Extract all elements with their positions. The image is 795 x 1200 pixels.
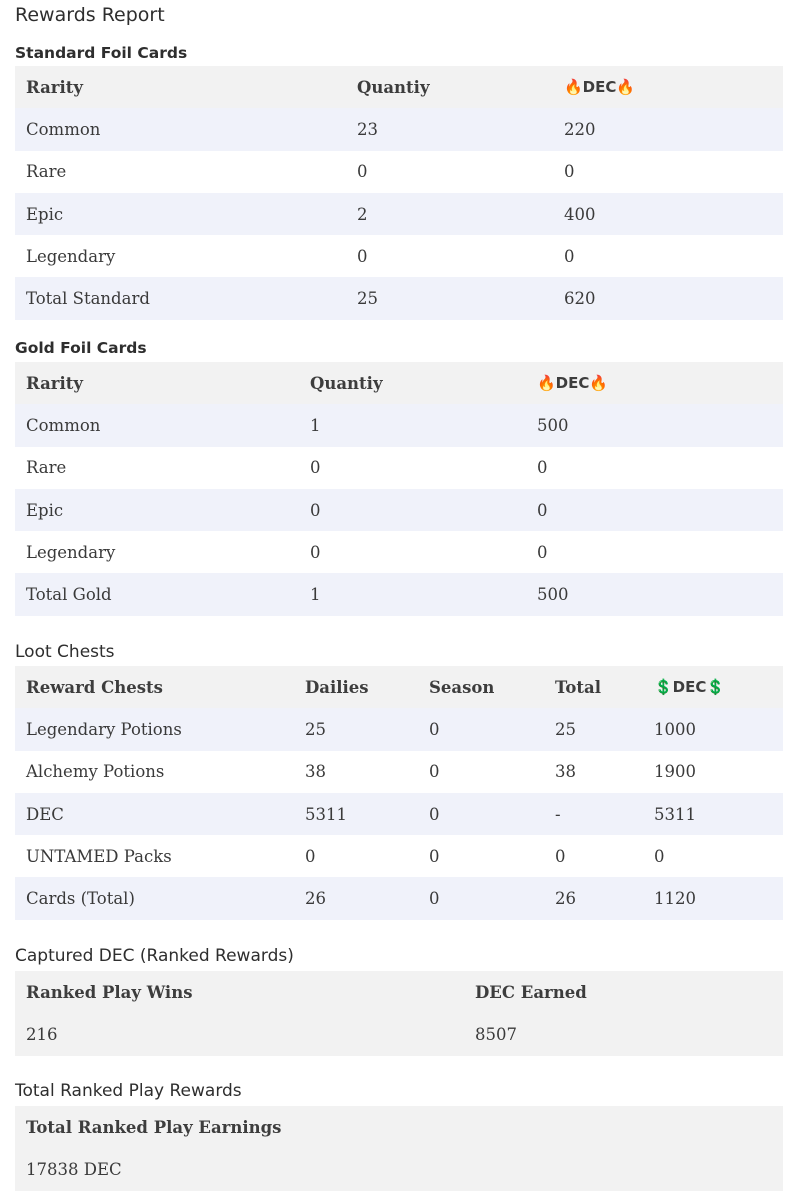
table-cell: Rare [26, 162, 67, 182]
column-header: Reward Chests [26, 677, 163, 697]
table-cell: Epic [26, 204, 64, 224]
table-cell: 0 [564, 246, 575, 266]
table-row [15, 404, 783, 446]
table-row [15, 877, 783, 919]
table-cell: 25 [555, 719, 576, 739]
table-cell: 0 [429, 719, 440, 739]
captured-dec-heading: Captured DEC (Ranked Rewards) [15, 946, 294, 966]
table-cell: 0 [429, 846, 440, 866]
table-row [15, 835, 783, 877]
table-row [15, 489, 783, 531]
table-cell: - [555, 804, 561, 824]
table-row [15, 708, 783, 750]
standard-foil-heading: Standard Foil Cards [15, 44, 188, 62]
column-header: Total Ranked Play Earnings [26, 1117, 282, 1137]
table-row [15, 108, 783, 150]
table-cell: 1120 [654, 889, 696, 909]
table-cell: 17838 DEC [26, 1159, 122, 1179]
column-header: Total [555, 677, 601, 697]
column-header: 💲DEC💲 [654, 678, 726, 697]
table-cell: 0 [310, 458, 321, 478]
table-cell: 25 [357, 289, 378, 309]
gold-foil-table [15, 362, 783, 616]
table-cell: Total Standard [26, 289, 150, 309]
table-cell: 0 [537, 542, 548, 562]
table-row [15, 447, 783, 489]
column-header: Rarity [26, 77, 83, 97]
table-cell: 0 [357, 162, 368, 182]
page-title: Rewards Report [15, 4, 165, 26]
table-cell: Legendary [26, 542, 116, 562]
table-header-row [15, 971, 783, 1013]
table-cell: 1900 [654, 762, 696, 782]
table-row [15, 751, 783, 793]
table-row [15, 277, 783, 319]
table-cell: 26 [555, 889, 576, 909]
captured-dec-table [15, 971, 783, 1056]
table-cell: 0 [305, 846, 316, 866]
table-header-row [15, 66, 783, 108]
table-row [15, 193, 783, 235]
column-header: Season [429, 677, 495, 697]
table-row [15, 573, 783, 615]
table-cell: Common [26, 119, 101, 139]
total-ranked-table [15, 1106, 783, 1191]
table-cell: 0 [537, 458, 548, 478]
table-cell: DEC [26, 804, 64, 824]
table-cell: 1000 [654, 719, 696, 739]
table-cell: 0 [564, 162, 575, 182]
table-cell: 38 [305, 762, 326, 782]
table-cell: 1 [310, 585, 321, 605]
table-cell: 23 [357, 119, 378, 139]
table-cell: 0 [654, 846, 665, 866]
table-cell: Total Gold [26, 585, 112, 605]
table-cell: 500 [537, 415, 569, 435]
table-cell: 0 [555, 846, 566, 866]
column-header: Dailies [305, 677, 369, 697]
column-header: Ranked Play Wins [26, 982, 193, 1002]
column-header: Quantiy [310, 373, 383, 393]
table-cell: 0 [537, 500, 548, 520]
table-cell: 400 [564, 204, 596, 224]
table-cell: Legendary [26, 246, 116, 266]
table-cell: Common [26, 415, 101, 435]
table-cell: 620 [564, 289, 596, 309]
table-cell: Alchemy Potions [26, 762, 165, 782]
table-cell: 0 [357, 246, 368, 266]
table-cell: 0 [310, 542, 321, 562]
table-row [15, 1013, 783, 1055]
standard-foil-table [15, 66, 783, 320]
table-row [15, 531, 783, 573]
table-cell: 38 [555, 762, 576, 782]
gold-foil-heading: Gold Foil Cards [15, 339, 147, 357]
table-cell: 1 [310, 415, 321, 435]
loot-chests-heading: Loot Chests [15, 642, 115, 662]
table-cell: 0 [429, 804, 440, 824]
column-header: Quantiy [357, 77, 430, 97]
table-cell: 0 [429, 762, 440, 782]
table-cell: 26 [305, 889, 326, 909]
table-cell: 500 [537, 585, 569, 605]
table-row [15, 1148, 783, 1190]
table-header-row [15, 1106, 783, 1148]
table-cell: 5311 [654, 804, 696, 824]
table-cell: Rare [26, 458, 67, 478]
column-header: DEC Earned [475, 982, 587, 1002]
table-header-row [15, 666, 783, 708]
table-row [15, 235, 783, 277]
table-cell: UNTAMED Packs [26, 846, 172, 866]
table-cell: 0 [310, 500, 321, 520]
table-cell: 8507 [475, 1024, 517, 1044]
table-cell: 25 [305, 719, 326, 739]
table-cell: 216 [26, 1024, 58, 1044]
table-cell: 5311 [305, 804, 347, 824]
table-cell: 2 [357, 204, 368, 224]
table-row [15, 151, 783, 193]
table-row [15, 793, 783, 835]
column-header: Rarity [26, 373, 83, 393]
total-ranked-heading: Total Ranked Play Rewards [15, 1081, 242, 1101]
table-cell: Cards (Total) [26, 889, 135, 909]
table-cell: Legendary Potions [26, 719, 182, 739]
loot-chests-table [15, 666, 783, 920]
column-header: 🔥DEC🔥 [537, 374, 609, 393]
table-cell: 220 [564, 119, 596, 139]
table-header-row [15, 362, 783, 404]
column-header: 🔥DEC🔥 [564, 78, 636, 97]
table-cell: Epic [26, 500, 64, 520]
table-cell: 0 [429, 889, 440, 909]
